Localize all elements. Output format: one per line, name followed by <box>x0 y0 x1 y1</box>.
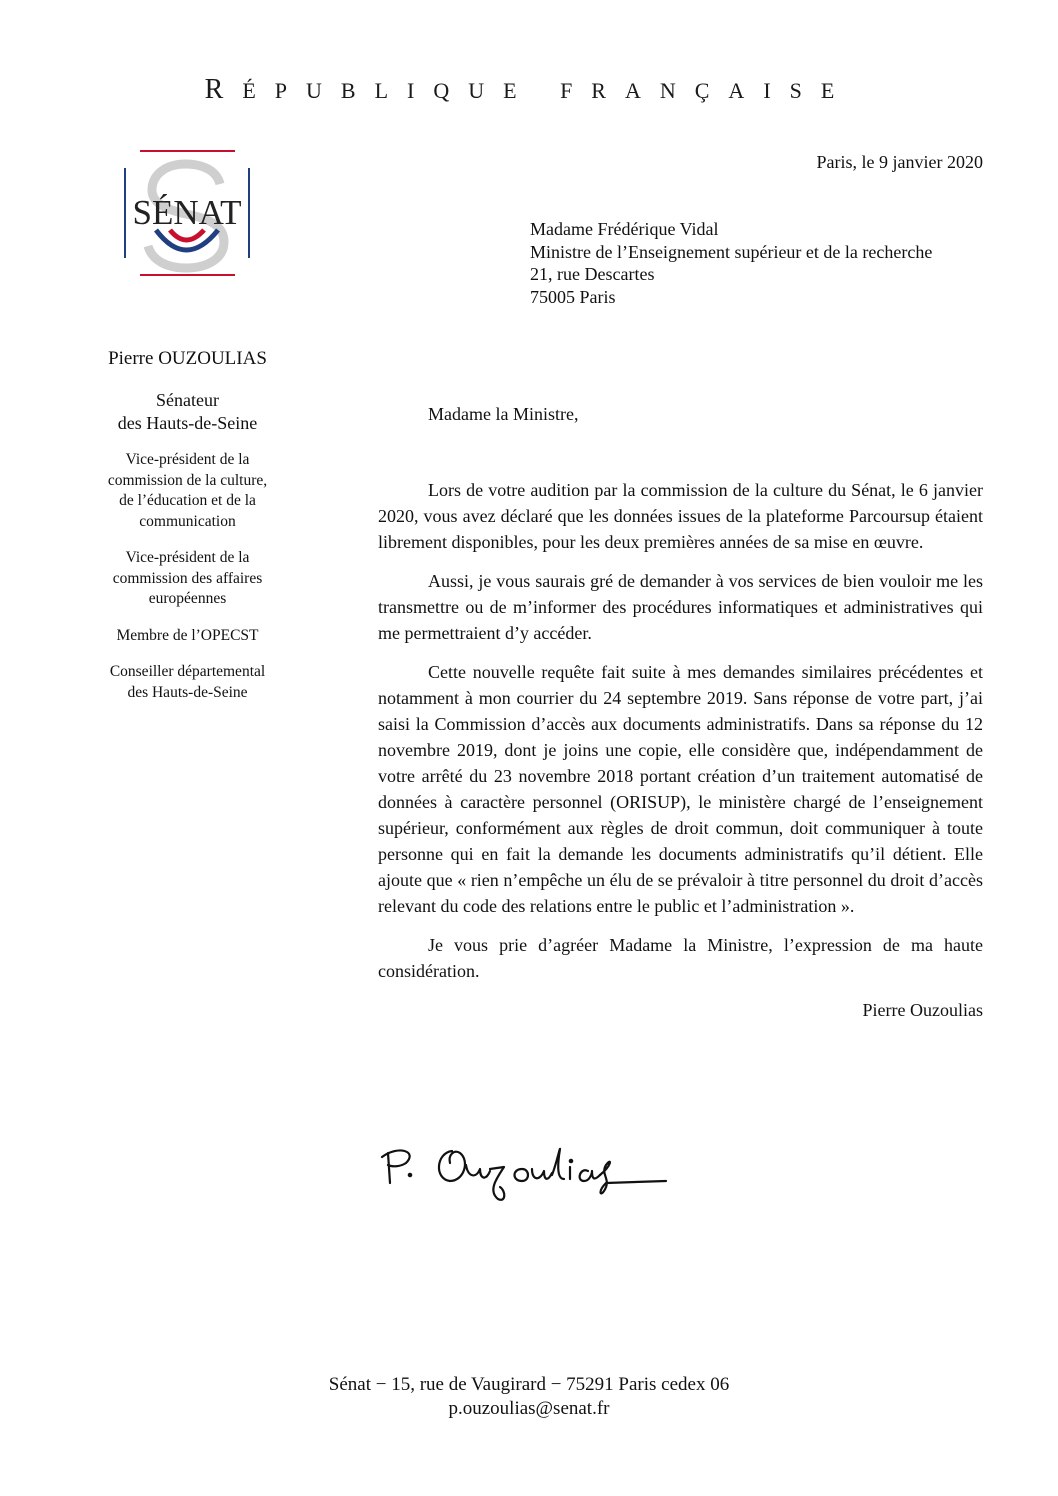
role-line: européennes <box>148 590 227 607</box>
republique-francaise-header <box>0 74 1058 106</box>
header-initial: R <box>204 74 243 105</box>
paragraph: Aussi, je vous saurais gré de demander à vos services de bien vouloir me les transmettre ou de m’informer des procédures informatiques et administratives qui me permettraient d’y accéder. <box>378 571 983 643</box>
letter-date: Paris, le 9 janvier 2020 <box>816 152 983 172</box>
footer <box>0 1373 1058 1421</box>
role-line: Vice-président de la <box>125 451 250 468</box>
role-line: commission des affaires <box>112 569 263 587</box>
signature-icon <box>380 1135 680 1215</box>
sender-name: Pierre OUZOULIAS <box>108 348 267 369</box>
sender-title <box>70 389 305 435</box>
sender-role <box>70 626 305 647</box>
closing-name: Pierre Ouzoulias <box>862 1000 983 1020</box>
senat-logo <box>120 146 254 280</box>
paragraph: Lors de votre audition par la commission de la culture du Sénat, le 6 janvier 2020, vous avez déclaré que les données issues de la plateforme Parcoursup étaient librement disponibles, pour les deux premières années de sa mise en œuvre. <box>378 480 983 552</box>
role-line: Membre de l’OPECST <box>116 626 259 644</box>
paragraph: Cette nouvelle requête fait suite à mes demandes similaires précédentes et notamment à mon courrier du 24 septembre 2019. Sans réponse de votre part, j’ai saisi la Commission d’accès aux documents administratifs. Dans sa réponse du 12 novembre 2019, dont je joins une copie, elle considère que, indépendamment de votre arrêté du 23 novembre 2018 portant création d’un traitement automatisé de données à caractère personnel (ORISUP), le ministère chargé de l’enseignement supérieur, conformément aux règles de droit commun, doit communiquer à toute personne qui en fait la demande les documents administratifs qu’il détient. Elle ajoute que « rien n’empêche un élu de se prévaloir à titre personnel du droit d’accès relevant du code des relations entre le public et l’administration ». <box>378 662 983 916</box>
role-line: des Hauts-de-Seine <box>127 683 248 701</box>
sender-title-line: des Hauts-de-Seine <box>117 413 258 433</box>
letter-body <box>378 401 983 1023</box>
role-line: commission de la culture, <box>107 471 268 489</box>
role-line: communication <box>139 512 236 530</box>
sender-role <box>70 662 305 703</box>
sender-title-line: Sénateur <box>156 390 219 410</box>
sender-sidebar <box>70 348 305 719</box>
recipient-city: 75005 Paris <box>530 286 616 307</box>
paragraph: Je vous prie d’agréer Madame la Ministre, l’expression de ma haute considération. <box>378 935 983 981</box>
sender-role <box>70 548 305 610</box>
recipient-address <box>530 218 932 308</box>
footer-address: Sénat − 15, rue de Vaugirard − 75291 Paris cedex 06 <box>328 1374 730 1395</box>
role-line: de l’éducation et de la <box>119 492 256 509</box>
recipient-street: 21, rue Descartes <box>530 264 655 284</box>
header-rest: ÉPUBLIQUE FRANÇAISE <box>242 78 854 103</box>
handwritten-signature <box>380 1135 680 1215</box>
role-line: Conseiller départemental <box>109 663 266 680</box>
recipient-name: Madame Frédérique Vidal <box>530 219 719 239</box>
salutation: Madame la Ministre, <box>428 404 579 424</box>
recipient-title: Ministre de l’Enseignement supérieur et de la recherche <box>530 241 933 262</box>
footer-email[interactable]: p.ouzoulias@senat.fr <box>448 1398 610 1419</box>
sender-role <box>70 450 305 532</box>
role-line: Vice-président de la <box>125 549 250 566</box>
senat-logo-icon <box>120 146 254 280</box>
logo-text: SÉNAT <box>132 193 242 232</box>
